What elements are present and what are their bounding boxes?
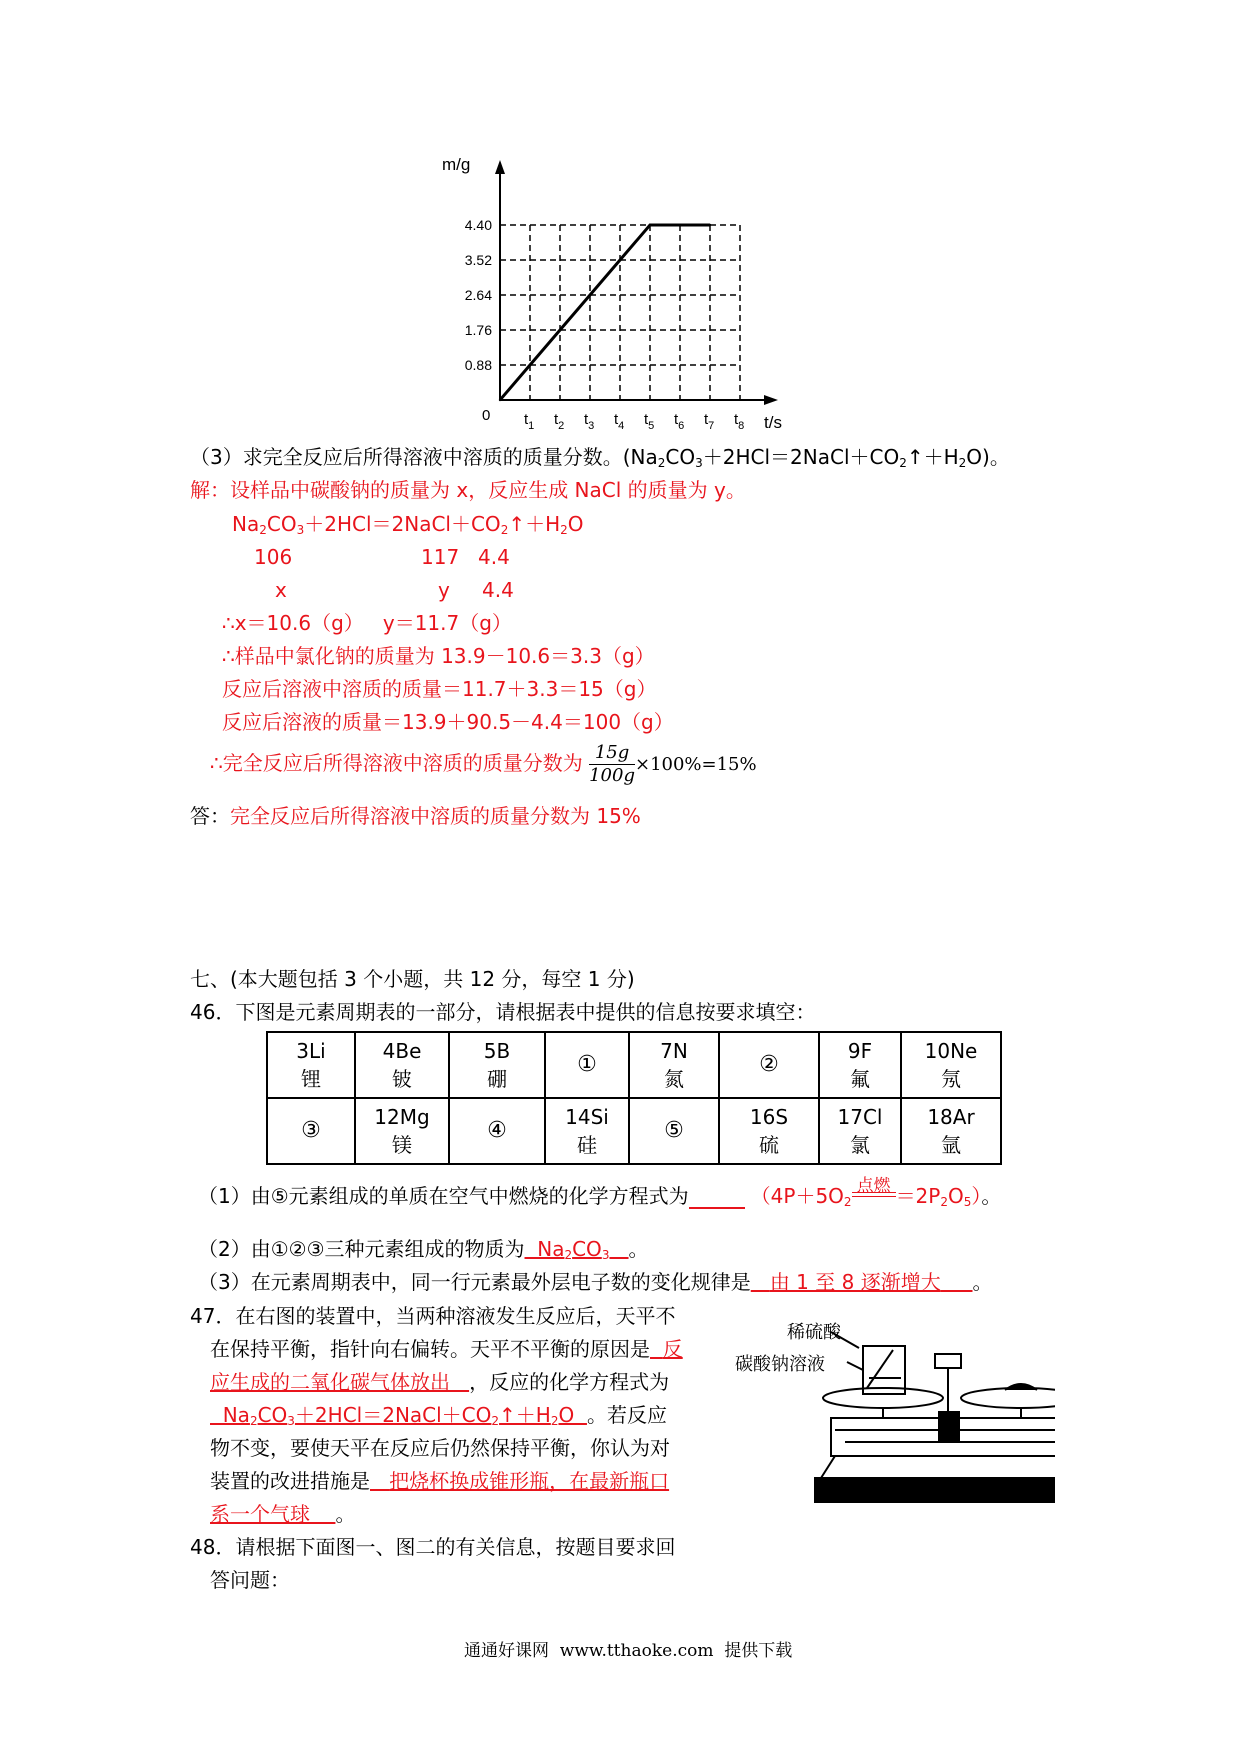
balance-icon	[735, 1318, 1055, 1518]
q3-line5: ∴完全反应后所得溶液中溶质的质量分数为 $\frac{15g}{100g}$ ×100%=15%	[210, 742, 757, 786]
q48-line2: 答问题：	[210, 1568, 290, 1592]
element-name: 氯	[850, 1133, 870, 1157]
element-cell	[449, 1098, 545, 1164]
x-tick-label: $t_4$	[614, 411, 625, 432]
q47-line1: 47．在右图的装置中，当两种溶液发生反应后，天平不	[190, 1304, 676, 1328]
element-name: 氖	[941, 1067, 961, 1091]
element-symbol: ①	[577, 1052, 597, 1077]
page-footer: 通通好课网 www.tthaoke.com 提供下载	[464, 1641, 793, 1661]
q46-1: （1）由⑤元素组成的单质在空气中燃烧的化学方程式为 （$4P+5O_2$ 点燃 $=2P_2O_5$）。	[198, 1175, 1002, 1209]
y-axis-label: m/g	[442, 155, 471, 174]
q46-2-answer: $Na_2CO_3$	[524, 1237, 610, 1262]
q3-row1-c: 4.4	[478, 545, 510, 569]
element-cell	[901, 1098, 1001, 1164]
data-point	[499, 399, 501, 401]
data-point	[559, 329, 561, 331]
blank-underline	[689, 1187, 745, 1209]
section-heading: 七、(本大题包括 3 个小题，共 12 分，每空 1 分)	[190, 967, 635, 991]
q48-line1: 48．请根据下面图一、图二的有关信息，按题目要求回	[190, 1535, 676, 1559]
x-axis-arrow	[764, 395, 778, 405]
element-cell	[819, 1032, 901, 1098]
element-name: 硼	[487, 1067, 507, 1091]
element-symbol: 17Cl	[837, 1105, 883, 1129]
element-symbol: 14Si	[565, 1105, 609, 1129]
data-point	[529, 364, 531, 366]
element-symbol: 18Ar	[927, 1105, 975, 1129]
origin-label: 0	[482, 407, 491, 424]
element-cell	[719, 1032, 819, 1098]
element-cell	[819, 1098, 901, 1164]
element-symbol: ④	[487, 1118, 507, 1143]
q47-line3: 应生成的二氧化碳气体放出 ，反应的化学方程式为	[210, 1370, 670, 1394]
table-row	[267, 1098, 1001, 1164]
element-symbol: 16S	[749, 1105, 789, 1129]
q46-2: （2）由①②③三种元素组成的物质为 $Na_2CO_3$ 。	[198, 1237, 649, 1262]
q3-question: （3）求完全反应后所得溶液中溶质的质量分数。$(Na_2CO_3+2HCl=2NaCl+CO_2↑+H_2O)$。	[190, 445, 1010, 470]
q47-line5: 物不变，要使天平在反应后仍然保持平衡，你认为对	[210, 1436, 670, 1460]
x-tick-label: $t_5$	[644, 411, 655, 432]
y-tick-label: 2.64	[464, 287, 492, 303]
q3-row2-b: y	[438, 578, 450, 602]
element-symbol: ③	[301, 1118, 321, 1143]
y-axis-arrow	[495, 160, 505, 174]
q47-line7: 系一个气球 。	[210, 1502, 356, 1526]
element-cell	[545, 1032, 629, 1098]
data-point	[589, 294, 591, 296]
q46-text: 46．下图是元素周期表的一部分，请根据表中提供的信息按要求填空：	[190, 1000, 816, 1024]
data-point	[619, 259, 621, 261]
element-name: 硫	[759, 1133, 779, 1157]
element-symbol: 10Ne	[924, 1039, 978, 1063]
y-tick-label: 1.76	[464, 322, 492, 338]
x-tick-label: $t_7$	[704, 411, 715, 432]
element-symbol: 9F	[847, 1039, 873, 1063]
q3-row2-a: x	[275, 578, 287, 602]
data-point	[679, 224, 681, 226]
q3-row1-b: 117	[421, 545, 460, 569]
series-line	[500, 225, 710, 400]
element-cell	[355, 1032, 449, 1098]
fraction: $\frac{15g}{100g}$	[589, 742, 635, 786]
element-cell	[545, 1098, 629, 1164]
q3-line1: ∴x＝10.6（g） y＝11.7（g）	[222, 611, 512, 635]
q3-row2-c: 4.4	[482, 578, 514, 602]
element-symbol: 5B	[483, 1039, 511, 1063]
q3-line2: ∴样品中氯化钠的质量为 13.9－10.6＝3.3（g）	[222, 644, 655, 668]
x-tick-label: $t_2$	[554, 411, 565, 432]
element-name: 镁	[392, 1133, 412, 1157]
element-cell	[267, 1098, 355, 1164]
element-symbol: ⑤	[664, 1118, 684, 1143]
element-symbol: 12Mg	[374, 1105, 430, 1129]
q3-answer: 答：完全反应后所得溶液中溶质的质量分数为 15%	[190, 804, 641, 828]
table-row	[267, 1032, 1001, 1098]
q3-solution-intro: 解：设样品中碳酸钠的质量为 x，反应生成 NaCl 的质量为 y。	[190, 478, 746, 502]
element-name: 锂	[301, 1067, 321, 1091]
q47-line2: 在保持平衡，指针向右偏转。天平不平衡的原因是 反	[210, 1337, 683, 1361]
q46-3: （3）在元素周期表中，同一行元素最外层电子数的变化规律是 由 1 至 8 逐渐增大 。	[198, 1270, 993, 1294]
q3-line3: 反应后溶液中溶质的质量＝11.7＋3.3＝15（g）	[222, 677, 657, 701]
q47-line4: $Na_2CO_3+2HCl=2NaCl+CO_2↑+H_2O$ 。若反应	[210, 1403, 667, 1428]
periodic-table	[266, 1031, 1002, 1165]
y-tick-label: 0.88	[464, 357, 492, 373]
element-symbol: 7N	[660, 1039, 688, 1063]
figure-label-dilute-acid: 稀硫酸	[787, 1322, 841, 1343]
element-cell	[901, 1032, 1001, 1098]
x-tick-label: $t_6$	[674, 411, 685, 432]
element-name: 铍	[392, 1067, 412, 1091]
x-tick-label: $t_1$	[524, 411, 535, 432]
q3-question-equation: $Na_2CO_3+2HCl=2NaCl+CO_2↑+H_2O$	[630, 445, 983, 470]
element-name: 硅	[577, 1133, 597, 1157]
q47-line6: 装置的改进措施是 把烧杯换成锥形瓶，在最新瓶口	[210, 1469, 670, 1493]
element-cell	[719, 1098, 819, 1164]
data-point	[709, 224, 711, 226]
element-name: 氮	[664, 1067, 684, 1091]
element-cell	[449, 1032, 545, 1098]
x-tick-label: $t_8$	[734, 411, 745, 432]
data-point	[649, 224, 651, 226]
y-tick-label: 3.52	[464, 252, 492, 268]
element-symbol: 4Be	[382, 1039, 422, 1063]
y-tick-label: 4.40	[464, 217, 492, 233]
q3-equation: $Na_2CO_3+2HCl=2NaCl+CO_2↑+H_2O$	[232, 512, 584, 537]
element-cell	[267, 1032, 355, 1098]
element-cell	[629, 1098, 719, 1164]
element-symbol: ②	[759, 1052, 779, 1077]
balance-figure	[735, 1318, 1055, 1518]
mass-time-chart	[440, 150, 820, 440]
x-tick-label: $t_3$	[584, 411, 595, 432]
element-name: 氟	[850, 1067, 870, 1091]
element-symbol: 3Li	[296, 1039, 326, 1063]
q3-line4: 反应后溶液的质量＝13.9＋90.5－4.4＝100（g）	[222, 710, 674, 734]
q3-row1-a: 106	[254, 545, 293, 569]
figure-label-sodium-carbonate: 碳酸钠溶液	[735, 1354, 825, 1375]
element-cell	[355, 1098, 449, 1164]
x-axis-label: t/s	[764, 413, 782, 432]
element-cell	[629, 1032, 719, 1098]
element-name: 氩	[941, 1133, 961, 1157]
